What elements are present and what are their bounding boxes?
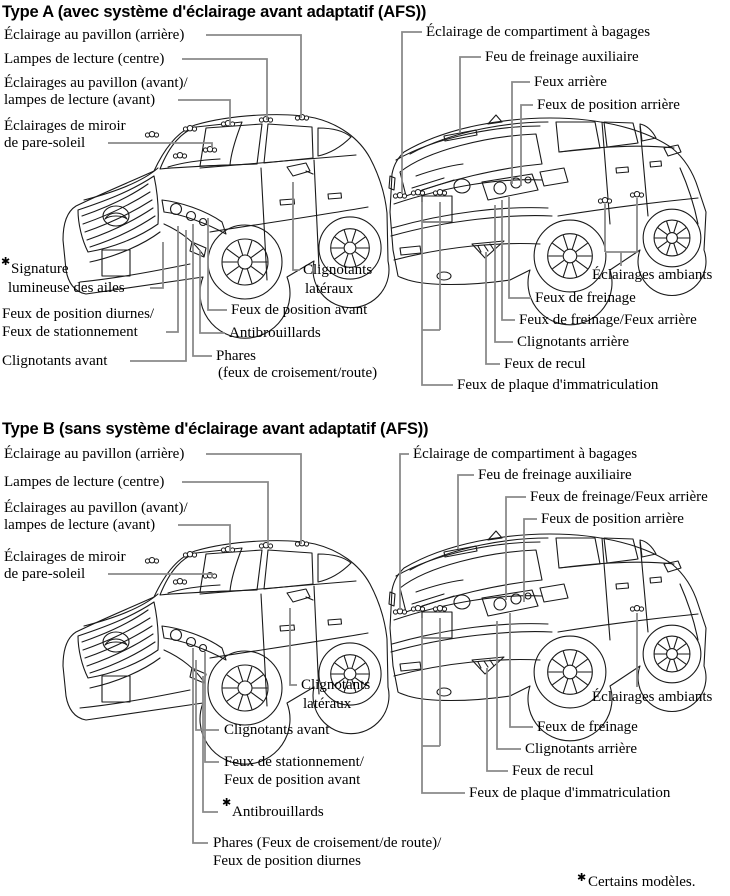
label-side-turn-b-l1: Clignotants xyxy=(301,677,371,693)
label-visor-b-l1: Éclairages de miroir xyxy=(4,549,126,565)
label-front-turn-a: Clignotants avant xyxy=(2,353,108,369)
label-reading-center-a: Lampes de lecture (centre) xyxy=(4,51,165,67)
label-drl-a-l1: Feux de position diurnes/ xyxy=(2,306,155,322)
label-visor-a-l1: Éclairages de miroir xyxy=(4,118,126,134)
leader-high-stop-b xyxy=(458,475,474,549)
label-brake-tail-a: Feux de freinage/Feux arrière xyxy=(519,312,697,328)
ambient-light-icon xyxy=(598,198,611,204)
label-rear-position-b: Feux de position arrière xyxy=(541,511,684,527)
label-drl-a-l2: Feux de stationnement xyxy=(2,324,138,340)
label-parking-b-l1: Feux de stationnement/ xyxy=(224,754,364,770)
footnote-certains-modeles: Certains modèles. xyxy=(588,874,696,890)
leader-roof-rear-b xyxy=(206,454,301,544)
label-brake-a: Feux de freinage xyxy=(535,290,636,306)
leader-high-stop-a xyxy=(460,57,481,133)
label-headlight-a-l1: Phares xyxy=(216,348,256,364)
label-roof-front-a-l2: lampes de lecture (avant) xyxy=(4,92,156,108)
label-brake-tail-b: Feux de freinage/Feux arrière xyxy=(530,489,708,505)
label-front-turn-b: Clignotants avant xyxy=(224,722,330,738)
ambient-light-icon xyxy=(630,192,643,198)
label-visor-a-l2: de pare-soleil xyxy=(4,135,86,151)
leader-reading-center-b xyxy=(182,482,268,546)
leader-reverse-a xyxy=(486,252,500,364)
label-reading-center-b: Lampes de lecture (centre) xyxy=(4,474,165,490)
rear-car-illustration-b xyxy=(389,531,706,741)
leader-parking-b xyxy=(205,652,219,762)
label-side-turn-a-l2: latéraux xyxy=(305,281,354,297)
label-high-stop-a: Feu de freinage auxiliaire xyxy=(485,49,639,65)
label-reverse-a: Feux de recul xyxy=(504,356,586,372)
label-signature-a-l2: lumineuse des ailes xyxy=(8,280,125,296)
leader-reading-center-a xyxy=(182,59,267,120)
asterisk-marker: ✱ xyxy=(577,871,587,884)
label-plate-a: Feux de plaque d'immatriculation xyxy=(457,377,659,393)
label-cargo-b: Éclairage de compartiment à bagages xyxy=(413,446,638,462)
label-roof-front-a-l1: Éclairages au pavillon (avant)/ xyxy=(4,75,188,91)
asterisk-marker: ✱ xyxy=(1,255,11,268)
leader-rear-turn-b xyxy=(497,621,521,749)
label-rear-position-a: Feux de position arrière xyxy=(537,97,680,113)
leader-plate-a xyxy=(422,202,453,385)
leader-visor-b xyxy=(108,574,212,578)
leader-side-turn-a xyxy=(293,182,300,270)
label-headlight-b-l1: Phares (Feux de croisement/de route)/ xyxy=(213,835,442,851)
label-rear-turn-b: Clignotants arrière xyxy=(525,741,638,757)
label-visor-b-l2: de pare-soleil xyxy=(4,566,86,582)
asterisk-marker: ✱ xyxy=(222,796,232,809)
leader-cargo-a xyxy=(402,32,422,194)
leader-rear-position-b xyxy=(524,519,537,602)
label-reverse-b: Feux de recul xyxy=(512,763,594,779)
label-high-stop-b: Feu de freinage auxiliaire xyxy=(478,467,632,483)
ambient-light-icon xyxy=(630,606,643,612)
label-plate-b: Feux de plaque d'immatriculation xyxy=(469,785,671,801)
leader-plate-b xyxy=(422,618,465,793)
label-fog-a: Antibrouillards xyxy=(229,325,321,341)
label-side-turn-a-l1: Clignotants xyxy=(303,262,373,278)
leader-side-turn-b xyxy=(290,608,297,685)
label-ambient-b: Éclairages ambiants xyxy=(592,689,713,705)
label-roof-light-rear-b: Éclairage au pavillon (arrière) xyxy=(4,446,185,462)
label-roof-light-rear-a: Éclairage au pavillon (arrière) xyxy=(4,27,185,43)
label-cargo-a: Éclairage de compartiment à bagages xyxy=(426,24,651,40)
leader-fog-a xyxy=(200,250,225,333)
label-roof-front-b-l1: Éclairages au pavillon (avant)/ xyxy=(4,500,188,516)
label-roof-front-b-l2: lampes de lecture (avant) xyxy=(4,517,156,533)
leader-roof-rear-a xyxy=(206,35,301,118)
label-side-turn-b-l2: latéraux xyxy=(303,696,352,712)
label-headlight-b-l2: Feux de position diurnes xyxy=(213,853,361,869)
leader-rear-turn-a xyxy=(495,205,513,342)
leader-drl-a xyxy=(166,226,178,332)
label-parking-b-l2: Feux de position avant xyxy=(224,772,361,788)
label-brake-b: Feux de freinage xyxy=(537,719,638,735)
label-fog-b: Antibrouillards xyxy=(232,804,324,820)
type-a-title: Type A (avec système d'éclairage avant adaptatif (AFS)) xyxy=(2,3,427,21)
label-ambient-a: Éclairages ambiants xyxy=(592,267,713,283)
label-headlight-a-l2: (feux de croisement/route) xyxy=(218,365,378,381)
label-rear-turn-a: Clignotants arrière xyxy=(517,334,630,350)
label-tail-a: Feux arrière xyxy=(534,74,607,90)
label-signature-a-l1: Signature xyxy=(11,261,69,277)
label-front-position-a: Feux de position avant xyxy=(231,302,368,318)
leader-signature-a xyxy=(150,242,163,288)
type-b-title: Type B (sans système d'éclairage avant adaptatif (AFS)) xyxy=(2,420,429,438)
leader-visor-a xyxy=(108,143,212,148)
